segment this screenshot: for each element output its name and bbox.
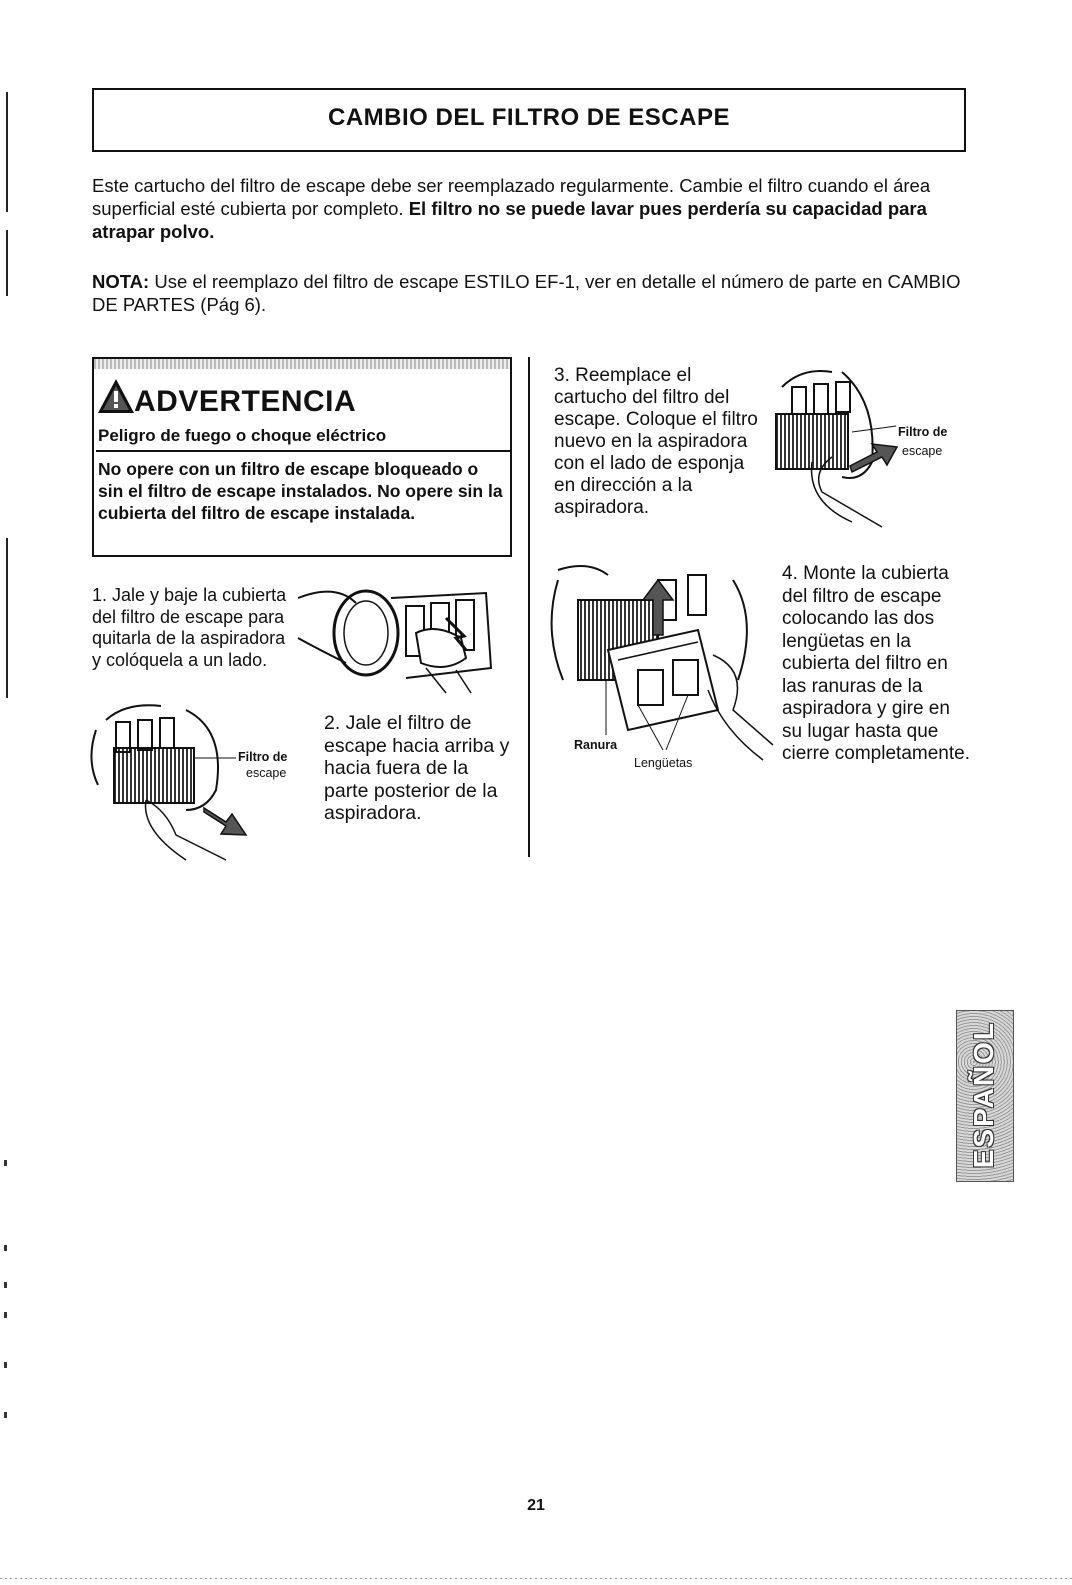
- caption-filter-a-line1: Filtro de: [238, 750, 288, 764]
- caption-filter-b-line1: Filtro de: [898, 425, 948, 439]
- page-edge-mark: [4, 1160, 7, 1166]
- page-edge-mark: [4, 1362, 7, 1368]
- column-divider: [528, 357, 530, 857]
- language-tab-label-wrap: [956, 1010, 1012, 1180]
- warning-triangle-icon: [96, 377, 136, 415]
- warning-title: ADVERTENCIA: [134, 385, 357, 418]
- caption-filter-a-line2: escape: [246, 766, 287, 780]
- note-paragraph: [92, 270, 972, 316]
- page-edge-mark: [4, 1412, 7, 1418]
- page-edge-mark: [4, 1312, 7, 1318]
- warning-divider: [96, 450, 510, 452]
- intro-bold-text: El filtro no se puede lavar pues perdería su capacidad para atrapar polvo.: [92, 198, 927, 242]
- note-text: Use el reemplazo del filtro de escape ESTILO EF-1, ver en detalle el número de parte en CAMBIO DE PARTES (Pág 6).: [92, 271, 961, 315]
- intro-paragraph: [92, 174, 972, 243]
- intro-text: Este cartucho del filtro de escape debe ser reemplazado regularmente. Cambie el filtro cuando el área superficial esté cubierta por completo.: [92, 175, 931, 219]
- note-label: NOTA:: [92, 271, 150, 292]
- step-1-text: 1. Jale y baje la cubierta del filtro de escape para quitarla de la aspiradora y colóquela a un lado.: [92, 585, 287, 670]
- page-edge-mark: [6, 538, 8, 698]
- step-3-text: 3. Reemplace el cartucho del filtro del escape. Coloque el filtro nuevo en la aspiradora con el lado de esponja en dirección a la aspiradora.: [554, 365, 758, 518]
- warning-shade: [94, 359, 510, 369]
- bottom-edge: [0, 1578, 1072, 1579]
- language-tab-label: ESPAÑOL: [968, 1021, 999, 1169]
- page-edge-mark: [6, 230, 8, 296]
- page-edge-mark: [4, 1282, 7, 1288]
- warning-body: No opere con un filtro de escape bloqueado o sin el filtro de escape instalados. No opere sin la cubierta del filtro de escape instalada.: [98, 459, 503, 523]
- page-edge-mark: [4, 1245, 7, 1251]
- illustration-remove-cover: [296, 578, 501, 698]
- page-edge-mark: [6, 92, 8, 212]
- step-2-text: 2. Jale el filtro de escape hacia arriba y hacia fuera de la parte posterior de la aspiradora.: [324, 712, 510, 824]
- illustration-pull-filter: [86, 700, 286, 860]
- caption-slot: Ranura: [574, 738, 618, 752]
- warning-subtitle: Peligro de fuego o choque eléctrico: [98, 426, 387, 445]
- page-number: 21: [527, 1497, 545, 1514]
- step-4-text: 4. Monte la cubierta del filtro de escape colocando las dos lengüetas en la cubierta del filtro en las ranuras de la aspiradora y gire en su lugar hasta que cierre completamente.: [782, 563, 970, 764]
- caption-tabs: Lengüetas: [634, 756, 693, 770]
- page-title: CAMBIO DEL FILTRO DE ESCAPE: [328, 104, 730, 131]
- caption-filter-b-line2: escape: [902, 444, 943, 458]
